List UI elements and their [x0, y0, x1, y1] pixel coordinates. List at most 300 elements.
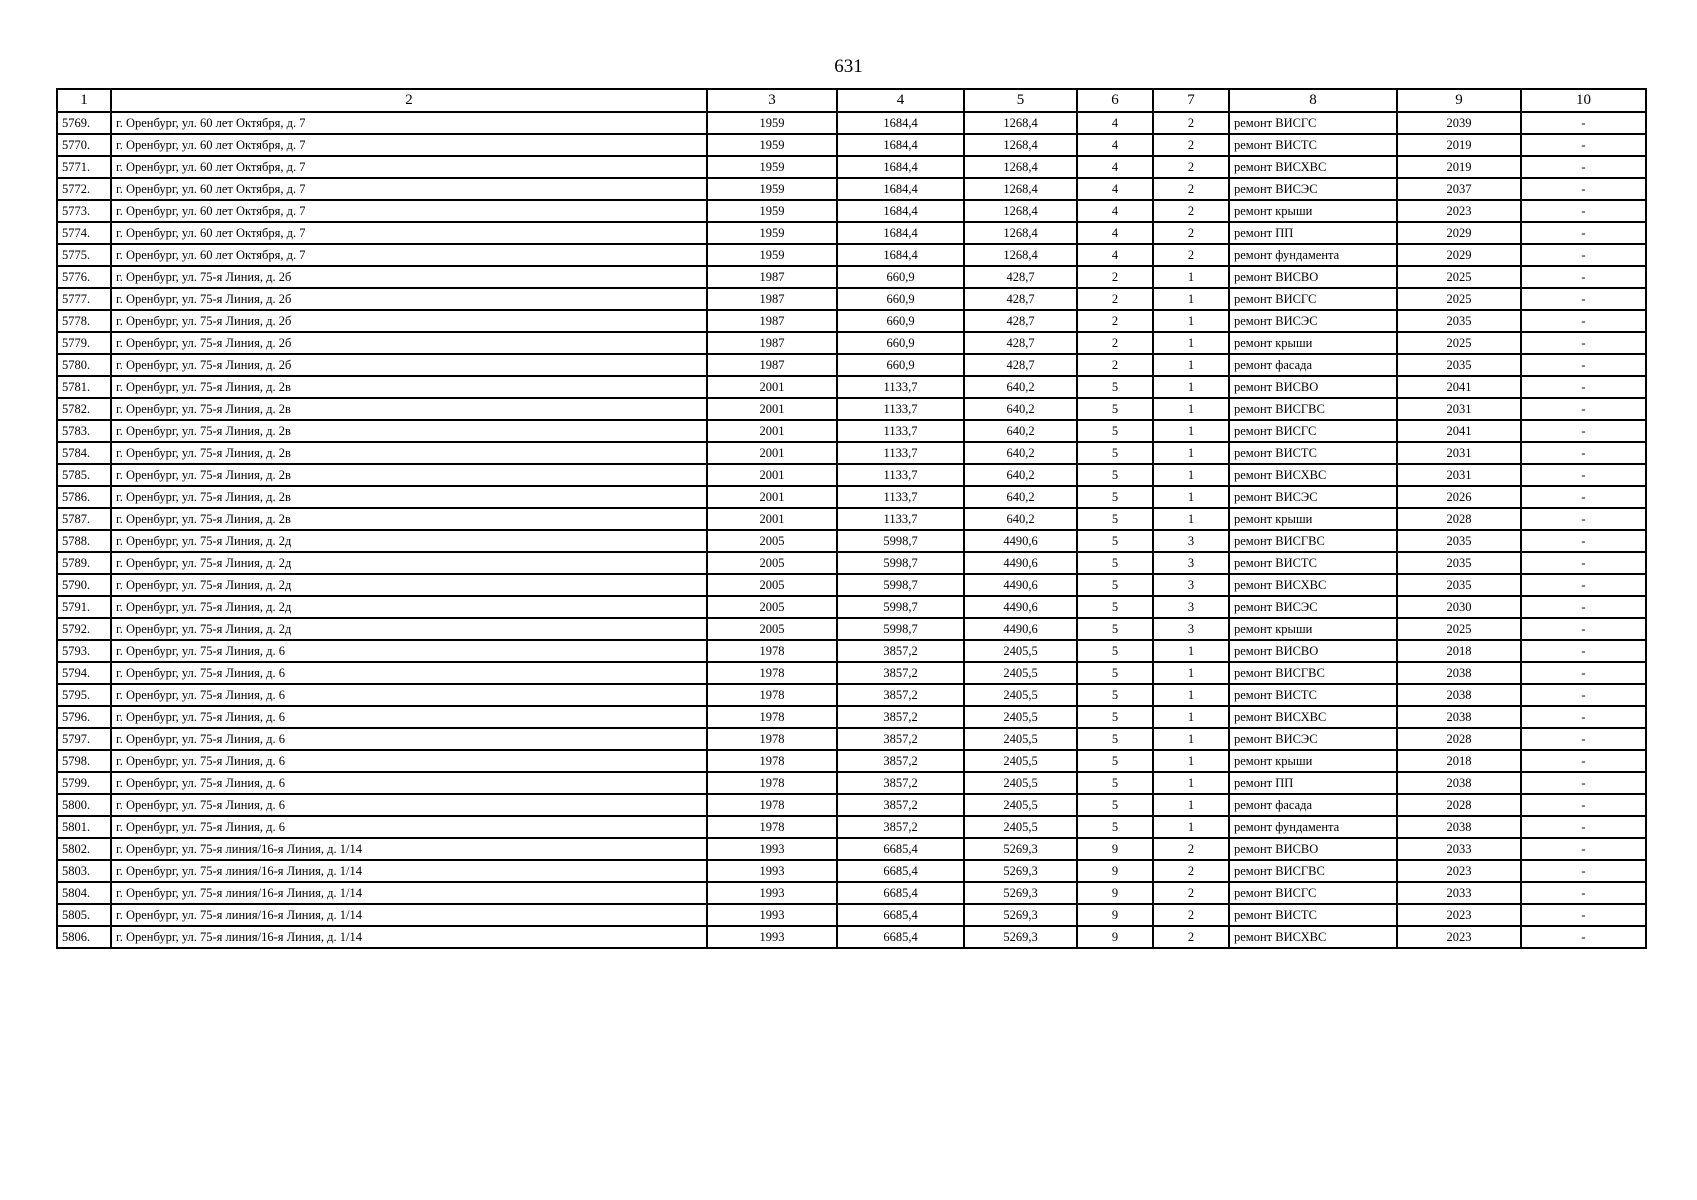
cell-year-built: 1993: [707, 882, 837, 904]
cell-year-built: 1959: [707, 244, 837, 266]
cell-work-type: ремонт фундамента: [1229, 244, 1397, 266]
cell-total-area: 1684,4: [837, 200, 964, 222]
cell-floors: 4: [1077, 134, 1153, 156]
cell-address: г. Оренбург, ул. 75-я Линия, д. 2в: [111, 508, 707, 530]
cell-planned-year: 2038: [1397, 816, 1521, 838]
cell-address: г. Оренбург, ул. 60 лет Октября, д. 7: [111, 222, 707, 244]
cell-year-built: 2005: [707, 530, 837, 552]
cell-living-area: 428,7: [964, 332, 1077, 354]
cell-total-area: 1684,4: [837, 156, 964, 178]
cell-living-area: 2405,5: [964, 728, 1077, 750]
table-row: [57, 640, 1646, 662]
cell-row-number: 5806.: [57, 926, 111, 948]
cell-work-type: ремонт ВИСТС: [1229, 684, 1397, 706]
cell-living-area: 640,2: [964, 486, 1077, 508]
cell-row-number: 5796.: [57, 706, 111, 728]
cell-note: -: [1521, 420, 1646, 442]
cell-row-number: 5797.: [57, 728, 111, 750]
cell-row-number: 5782.: [57, 398, 111, 420]
table-row: [57, 596, 1646, 618]
cell-floors: 5: [1077, 486, 1153, 508]
cell-total-area: 1133,7: [837, 420, 964, 442]
column-header-7: 7: [1153, 89, 1229, 112]
cell-total-area: 3857,2: [837, 794, 964, 816]
cell-note: -: [1521, 926, 1646, 948]
cell-total-area: 3857,2: [837, 706, 964, 728]
cell-row-number: 5783.: [57, 420, 111, 442]
cell-note: -: [1521, 618, 1646, 640]
cell-note: -: [1521, 200, 1646, 222]
cell-note: -: [1521, 310, 1646, 332]
cell-entrances: 1: [1153, 354, 1229, 376]
table-row: [57, 618, 1646, 640]
table-row: [57, 772, 1646, 794]
cell-entrances: 1: [1153, 310, 1229, 332]
cell-planned-year: 2033: [1397, 838, 1521, 860]
cell-total-area: 3857,2: [837, 750, 964, 772]
cell-floors: 5: [1077, 508, 1153, 530]
cell-note: -: [1521, 882, 1646, 904]
cell-total-area: 660,9: [837, 332, 964, 354]
cell-planned-year: 2035: [1397, 530, 1521, 552]
column-header-10: 10: [1521, 89, 1646, 112]
table-row: [57, 508, 1646, 530]
cell-year-built: 1978: [707, 750, 837, 772]
cell-floors: 5: [1077, 684, 1153, 706]
table-row: [57, 882, 1646, 904]
table-header-row: [57, 89, 1646, 112]
cell-floors: 2: [1077, 354, 1153, 376]
cell-living-area: 1268,4: [964, 156, 1077, 178]
cell-floors: 9: [1077, 904, 1153, 926]
cell-note: -: [1521, 442, 1646, 464]
cell-entrances: 2: [1153, 178, 1229, 200]
cell-row-number: 5803.: [57, 860, 111, 882]
cell-row-number: 5769.: [57, 112, 111, 134]
cell-entrances: 1: [1153, 508, 1229, 530]
cell-address: г. Оренбург, ул. 75-я Линия, д. 6: [111, 794, 707, 816]
cell-floors: 9: [1077, 860, 1153, 882]
table-row: [57, 244, 1646, 266]
cell-living-area: 4490,6: [964, 574, 1077, 596]
cell-total-area: 6685,4: [837, 882, 964, 904]
cell-work-type: ремонт ВИСВО: [1229, 640, 1397, 662]
cell-address: г. Оренбург, ул. 75-я Линия, д. 6: [111, 750, 707, 772]
cell-work-type: ремонт крыши: [1229, 200, 1397, 222]
cell-address: г. Оренбург, ул. 75-я Линия, д. 2б: [111, 354, 707, 376]
table-row: [57, 398, 1646, 420]
cell-floors: 5: [1077, 596, 1153, 618]
table-row: [57, 332, 1646, 354]
cell-total-area: 6685,4: [837, 926, 964, 948]
cell-row-number: 5794.: [57, 662, 111, 684]
cell-address: г. Оренбург, ул. 75-я Линия, д. 2д: [111, 596, 707, 618]
cell-note: -: [1521, 178, 1646, 200]
cell-floors: 4: [1077, 244, 1153, 266]
cell-floors: 5: [1077, 772, 1153, 794]
cell-work-type: ремонт ПП: [1229, 772, 1397, 794]
cell-year-built: 2005: [707, 596, 837, 618]
cell-total-area: 1133,7: [837, 464, 964, 486]
cell-row-number: 5802.: [57, 838, 111, 860]
cell-note: -: [1521, 860, 1646, 882]
cell-planned-year: 2026: [1397, 486, 1521, 508]
cell-year-built: 1959: [707, 222, 837, 244]
cell-year-built: 2005: [707, 552, 837, 574]
cell-living-area: 2405,5: [964, 750, 1077, 772]
cell-total-area: 5998,7: [837, 574, 964, 596]
cell-living-area: 1268,4: [964, 134, 1077, 156]
table-row: [57, 288, 1646, 310]
cell-planned-year: 2025: [1397, 332, 1521, 354]
cell-floors: 2: [1077, 288, 1153, 310]
cell-note: -: [1521, 464, 1646, 486]
cell-work-type: ремонт крыши: [1229, 750, 1397, 772]
cell-entrances: 1: [1153, 464, 1229, 486]
cell-work-type: ремонт ВИСЭС: [1229, 486, 1397, 508]
cell-planned-year: 2018: [1397, 640, 1521, 662]
cell-total-area: 6685,4: [837, 838, 964, 860]
cell-entrances: 2: [1153, 112, 1229, 134]
cell-planned-year: 2019: [1397, 156, 1521, 178]
cell-living-area: 4490,6: [964, 596, 1077, 618]
cell-planned-year: 2019: [1397, 134, 1521, 156]
cell-total-area: 3857,2: [837, 684, 964, 706]
cell-note: -: [1521, 530, 1646, 552]
cell-entrances: 1: [1153, 816, 1229, 838]
cell-living-area: 640,2: [964, 398, 1077, 420]
cell-living-area: 2405,5: [964, 706, 1077, 728]
cell-total-area: 660,9: [837, 288, 964, 310]
cell-work-type: ремонт ВИСХВС: [1229, 926, 1397, 948]
cell-note: -: [1521, 706, 1646, 728]
cell-address: г. Оренбург, ул. 75-я Линия, д. 2б: [111, 266, 707, 288]
cell-work-type: ремонт ВИСГВС: [1229, 662, 1397, 684]
cell-planned-year: 2038: [1397, 662, 1521, 684]
cell-note: -: [1521, 904, 1646, 926]
cell-total-area: 6685,4: [837, 904, 964, 926]
cell-work-type: ремонт ВИСГВС: [1229, 398, 1397, 420]
cell-floors: 5: [1077, 794, 1153, 816]
cell-year-built: 2001: [707, 486, 837, 508]
cell-year-built: 1959: [707, 112, 837, 134]
cell-floors: 5: [1077, 728, 1153, 750]
cell-year-built: 2001: [707, 398, 837, 420]
cell-living-area: 2405,5: [964, 772, 1077, 794]
cell-entrances: 1: [1153, 266, 1229, 288]
cell-entrances: 1: [1153, 486, 1229, 508]
table-row: [57, 442, 1646, 464]
cell-entrances: 3: [1153, 574, 1229, 596]
cell-address: г. Оренбург, ул. 75-я Линия, д. 6: [111, 772, 707, 794]
cell-note: -: [1521, 222, 1646, 244]
cell-address: г. Оренбург, ул. 75-я Линия, д. 2в: [111, 420, 707, 442]
cell-entrances: 1: [1153, 442, 1229, 464]
cell-row-number: 5771.: [57, 156, 111, 178]
table-body: [57, 112, 1646, 948]
cell-row-number: 5792.: [57, 618, 111, 640]
cell-note: -: [1521, 244, 1646, 266]
cell-year-built: 1978: [707, 662, 837, 684]
cell-work-type: ремонт ВИСЭС: [1229, 310, 1397, 332]
cell-year-built: 1978: [707, 816, 837, 838]
page-number: 631: [834, 56, 863, 77]
cell-year-built: 2001: [707, 464, 837, 486]
cell-year-built: 1993: [707, 860, 837, 882]
cell-floors: 9: [1077, 926, 1153, 948]
cell-floors: 5: [1077, 640, 1153, 662]
cell-total-area: 660,9: [837, 266, 964, 288]
cell-living-area: 1268,4: [964, 222, 1077, 244]
cell-total-area: 3857,2: [837, 662, 964, 684]
cell-floors: 5: [1077, 398, 1153, 420]
table-row: [57, 838, 1646, 860]
cell-year-built: 2001: [707, 508, 837, 530]
cell-year-built: 2005: [707, 618, 837, 640]
cell-floors: 5: [1077, 706, 1153, 728]
cell-planned-year: 2039: [1397, 112, 1521, 134]
table-row: [57, 310, 1646, 332]
cell-row-number: 5780.: [57, 354, 111, 376]
cell-planned-year: 2023: [1397, 200, 1521, 222]
table-row: [57, 926, 1646, 948]
cell-living-area: 1268,4: [964, 200, 1077, 222]
cell-work-type: ремонт ВИСТС: [1229, 904, 1397, 926]
column-header-1: 1: [57, 89, 111, 112]
cell-work-type: ремонт крыши: [1229, 508, 1397, 530]
cell-planned-year: 2028: [1397, 794, 1521, 816]
cell-work-type: ремонт ВИСГВС: [1229, 860, 1397, 882]
cell-entrances: 1: [1153, 288, 1229, 310]
cell-entrances: 2: [1153, 882, 1229, 904]
cell-note: -: [1521, 398, 1646, 420]
cell-year-built: 1959: [707, 200, 837, 222]
cell-year-built: 1978: [707, 794, 837, 816]
cell-work-type: ремонт ВИСГС: [1229, 288, 1397, 310]
cell-floors: 5: [1077, 420, 1153, 442]
cell-floors: 4: [1077, 178, 1153, 200]
cell-address: г. Оренбург, ул. 75-я Линия, д. 6: [111, 816, 707, 838]
table-row: [57, 574, 1646, 596]
cell-row-number: 5777.: [57, 288, 111, 310]
cell-entrances: 1: [1153, 420, 1229, 442]
cell-planned-year: 2029: [1397, 244, 1521, 266]
cell-address: г. Оренбург, ул. 75-я линия/16-я Линия, д. 1/14: [111, 926, 707, 948]
cell-work-type: ремонт фундамента: [1229, 816, 1397, 838]
cell-total-area: 1133,7: [837, 398, 964, 420]
cell-total-area: 660,9: [837, 354, 964, 376]
cell-address: г. Оренбург, ул. 75-я Линия, д. 6: [111, 662, 707, 684]
table-row: [57, 904, 1646, 926]
cell-work-type: ремонт ВИСТС: [1229, 134, 1397, 156]
cell-entrances: 2: [1153, 904, 1229, 926]
cell-planned-year: 2035: [1397, 310, 1521, 332]
cell-entrances: 3: [1153, 596, 1229, 618]
cell-floors: 5: [1077, 750, 1153, 772]
cell-floors: 5: [1077, 816, 1153, 838]
cell-living-area: 640,2: [964, 464, 1077, 486]
cell-row-number: 5798.: [57, 750, 111, 772]
cell-entrances: 3: [1153, 530, 1229, 552]
cell-note: -: [1521, 508, 1646, 530]
cell-living-area: 2405,5: [964, 684, 1077, 706]
cell-row-number: 5805.: [57, 904, 111, 926]
cell-planned-year: 2023: [1397, 904, 1521, 926]
table-row: [57, 464, 1646, 486]
cell-address: г. Оренбург, ул. 75-я Линия, д. 2д: [111, 530, 707, 552]
cell-entrances: 1: [1153, 662, 1229, 684]
table-row: [57, 662, 1646, 684]
cell-work-type: ремонт ВИСХВС: [1229, 706, 1397, 728]
cell-entrances: 3: [1153, 552, 1229, 574]
cell-work-type: ремонт ВИСЭС: [1229, 728, 1397, 750]
cell-living-area: 1268,4: [964, 244, 1077, 266]
cell-year-built: 1987: [707, 266, 837, 288]
table-row: [57, 728, 1646, 750]
cell-address: г. Оренбург, ул. 75-я Линия, д. 2в: [111, 376, 707, 398]
column-header-3: 3: [707, 89, 837, 112]
cell-planned-year: 2023: [1397, 926, 1521, 948]
cell-address: г. Оренбург, ул. 75-я Линия, д. 2б: [111, 288, 707, 310]
cell-work-type: ремонт ПП: [1229, 222, 1397, 244]
cell-planned-year: 2037: [1397, 178, 1521, 200]
cell-address: г. Оренбург, ул. 75-я линия/16-я Линия, д. 1/14: [111, 882, 707, 904]
cell-planned-year: 2023: [1397, 860, 1521, 882]
cell-year-built: 1978: [707, 684, 837, 706]
column-header-2: 2: [111, 89, 707, 112]
table-row: [57, 552, 1646, 574]
cell-entrances: 1: [1153, 706, 1229, 728]
cell-planned-year: 2029: [1397, 222, 1521, 244]
cell-address: г. Оренбург, ул. 75-я Линия, д. 2д: [111, 618, 707, 640]
cell-note: -: [1521, 728, 1646, 750]
cell-address: г. Оренбург, ул. 75-я линия/16-я Линия, д. 1/14: [111, 860, 707, 882]
cell-planned-year: 2031: [1397, 464, 1521, 486]
table-row: [57, 860, 1646, 882]
cell-floors: 9: [1077, 882, 1153, 904]
cell-planned-year: 2028: [1397, 508, 1521, 530]
cell-total-area: 1133,7: [837, 376, 964, 398]
cell-row-number: 5775.: [57, 244, 111, 266]
cell-planned-year: 2025: [1397, 288, 1521, 310]
cell-work-type: ремонт ВИСТС: [1229, 552, 1397, 574]
table-row: [57, 486, 1646, 508]
cell-work-type: ремонт ВИСВО: [1229, 838, 1397, 860]
table-row: [57, 816, 1646, 838]
cell-row-number: 5778.: [57, 310, 111, 332]
cell-work-type: ремонт ВИСХВС: [1229, 464, 1397, 486]
cell-address: г. Оренбург, ул. 75-я Линия, д. 2в: [111, 486, 707, 508]
cell-row-number: 5770.: [57, 134, 111, 156]
cell-row-number: 5787.: [57, 508, 111, 530]
cell-floors: 4: [1077, 200, 1153, 222]
cell-row-number: 5785.: [57, 464, 111, 486]
cell-floors: 5: [1077, 574, 1153, 596]
cell-living-area: 5269,3: [964, 838, 1077, 860]
cell-address: г. Оренбург, ул. 75-я линия/16-я Линия, д. 1/14: [111, 838, 707, 860]
cell-year-built: 1987: [707, 332, 837, 354]
cell-total-area: 1684,4: [837, 112, 964, 134]
cell-living-area: 2405,5: [964, 640, 1077, 662]
cell-living-area: 428,7: [964, 288, 1077, 310]
cell-note: -: [1521, 574, 1646, 596]
cell-row-number: 5789.: [57, 552, 111, 574]
cell-note: -: [1521, 794, 1646, 816]
cell-total-area: 1684,4: [837, 178, 964, 200]
cell-note: -: [1521, 354, 1646, 376]
cell-floors: 2: [1077, 266, 1153, 288]
cell-total-area: 5998,7: [837, 530, 964, 552]
cell-work-type: ремонт крыши: [1229, 332, 1397, 354]
cell-year-built: 1978: [707, 772, 837, 794]
table-row: [57, 156, 1646, 178]
cell-total-area: 3857,2: [837, 728, 964, 750]
cell-address: г. Оренбург, ул. 75-я Линия, д. 6: [111, 728, 707, 750]
cell-floors: 9: [1077, 838, 1153, 860]
cell-living-area: 4490,6: [964, 530, 1077, 552]
cell-floors: 2: [1077, 332, 1153, 354]
cell-floors: 5: [1077, 662, 1153, 684]
table-row: [57, 112, 1646, 134]
cell-living-area: 4490,6: [964, 618, 1077, 640]
cell-row-number: 5772.: [57, 178, 111, 200]
cell-address: г. Оренбург, ул. 75-я Линия, д. 2в: [111, 398, 707, 420]
cell-entrances: 3: [1153, 618, 1229, 640]
cell-work-type: ремонт фасада: [1229, 794, 1397, 816]
cell-living-area: 2405,5: [964, 794, 1077, 816]
cell-floors: 4: [1077, 222, 1153, 244]
cell-note: -: [1521, 134, 1646, 156]
cell-address: г. Оренбург, ул. 60 лет Октября, д. 7: [111, 112, 707, 134]
cell-total-area: 3857,2: [837, 816, 964, 838]
cell-year-built: 1987: [707, 354, 837, 376]
cell-row-number: 5804.: [57, 882, 111, 904]
cell-address: г. Оренбург, ул. 75-я Линия, д. 2д: [111, 552, 707, 574]
cell-work-type: ремонт ВИСЭС: [1229, 596, 1397, 618]
cell-entrances: 1: [1153, 728, 1229, 750]
table-row: [57, 794, 1646, 816]
cell-row-number: 5800.: [57, 794, 111, 816]
cell-total-area: 1133,7: [837, 508, 964, 530]
cell-floors: 5: [1077, 464, 1153, 486]
cell-note: -: [1521, 816, 1646, 838]
cell-work-type: ремонт крыши: [1229, 618, 1397, 640]
registry-table: [56, 88, 1647, 949]
cell-entrances: 1: [1153, 750, 1229, 772]
cell-living-area: 640,2: [964, 508, 1077, 530]
cell-work-type: ремонт ВИСГС: [1229, 882, 1397, 904]
cell-floors: 5: [1077, 442, 1153, 464]
cell-row-number: 5779.: [57, 332, 111, 354]
cell-address: г. Оренбург, ул. 75-я Линия, д. 2в: [111, 464, 707, 486]
cell-row-number: 5790.: [57, 574, 111, 596]
cell-address: г. Оренбург, ул. 75-я Линия, д. 6: [111, 684, 707, 706]
cell-work-type: ремонт ВИСЭС: [1229, 178, 1397, 200]
cell-total-area: 1684,4: [837, 244, 964, 266]
cell-year-built: 1959: [707, 156, 837, 178]
cell-note: -: [1521, 266, 1646, 288]
cell-entrances: 1: [1153, 332, 1229, 354]
cell-work-type: ремонт фасада: [1229, 354, 1397, 376]
cell-entrances: 1: [1153, 398, 1229, 420]
cell-row-number: 5784.: [57, 442, 111, 464]
cell-address: г. Оренбург, ул. 60 лет Октября, д. 7: [111, 178, 707, 200]
cell-total-area: 5998,7: [837, 552, 964, 574]
table-row: [57, 222, 1646, 244]
cell-year-built: 2005: [707, 574, 837, 596]
cell-note: -: [1521, 596, 1646, 618]
table-row: [57, 420, 1646, 442]
